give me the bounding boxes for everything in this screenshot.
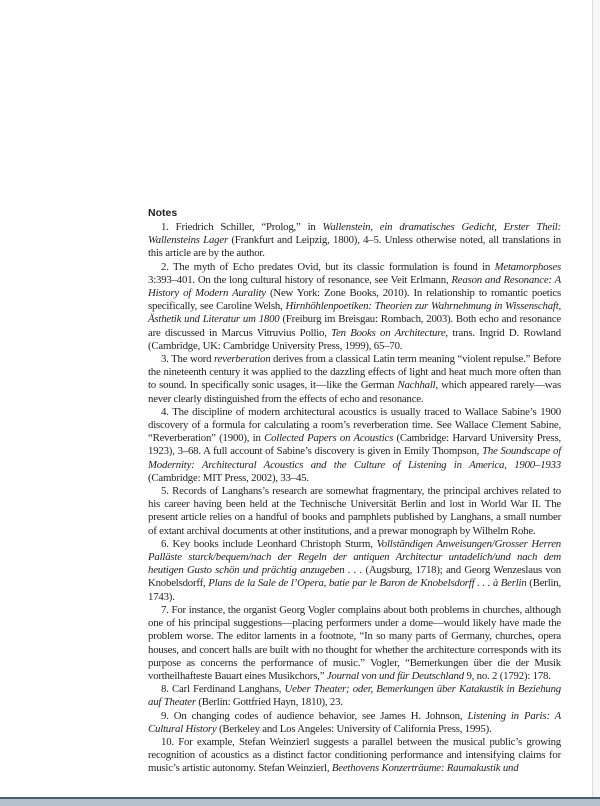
footnote-italic-run: Collected Papers on Acoustics [264,432,394,445]
footnote-italic-run: reverberation [214,353,271,366]
footnote-italic-run: Ten Books on Architecture [331,326,446,339]
footnote [148,261,561,353]
footnote [148,710,561,736]
footnote-text-run: (Frankfurt and Leipzig, 1800), 4–5. Unless otherwise noted, all translations in this article are by the author. [148,234,561,260]
footnote-text-run: (Berkeley and Los Angeles: University of California Press, 1995). [216,722,492,735]
footnote-text-run: (Cambridge: MIT Press, 2002), 33–45. [148,471,309,484]
footnote [148,736,561,776]
footnote-text-run: 2. The myth of Echo predates Ovid, but its classic formulation is found in [161,260,495,273]
footnote-text-run: 10. For example, Stefan Weinzierl suggests a parallel between the musical public’s growing recognition of acoustics as a distinct factor conditioning performance and intensifying claims for music’s artistic autonomy. Stefan Weinzierl, [148,735,561,775]
footnote-text-run: 3:393–401. On the long cultural history of resonance, see Veit Erlmann, [148,273,452,286]
footnote-text-run: (Berlin, 1743). [148,577,561,603]
notes-heading: Notes [148,207,178,219]
footnote [148,683,561,709]
footnote-text-run: 6. Key books include Leonhard Christoph Sturm, [161,537,377,550]
footnote-italic-run: Beethovens Konzerträume: Raumakustik und [331,762,519,775]
footnote-italic-run: The Soundscape of Modernity: Architectural Acoustics and the Culture of Listening in America, 1900–1933 [148,445,561,471]
footnote [148,485,561,538]
footnote-text-run: 9, no. 2 (1792): 178. [463,669,551,682]
footnote-text-run: (New York: Zone Books, 2010). In relationship to romantic poetics specifically, see Caroline Welsh, [148,287,561,313]
footnote [148,406,561,485]
footnote-text-run: (Berlin: Gottfried Hayn, 1810), 23. [195,696,343,709]
footnote-text-run: (Freiburg im Breisgau: Rombach, 2003). Both echo and resonance are discussed in Marcus Vitruvius Pollio, [148,313,561,339]
footnote-text-run: , which appeared rarely—was never clearly distinguished from the effects of echo and resonance. [148,379,561,405]
footnote-text-run: , trans. Ingrid D. Rowland (Cambridge, UK: Cambridge University Press, 1999), 65–70. [148,326,561,352]
footnote-text-run: 8. Carl Ferdinand Langhans, [161,683,285,696]
footnote-text-run: (Augsburg, 1718); and Georg Wenzeslaus von Knobelsdorff, [148,564,561,590]
footnote [148,538,561,604]
footnote-text-run: 9. On changing codes of audience behavior, see James H. Johnson, [161,709,468,722]
footnote-text-run: (Cambridge: Harvard University Press, 1923), 3–68. A full account of Sabine’s discovery is given in Emily Thompson, [148,432,562,458]
footnote-italic-run: Wallenstein, ein dramatisches Gedicht, Erster Theil: Wallensteins Lager [148,221,561,247]
footnote-italic-run: Reason and Resonance: A History of Modern Aurality [148,273,561,300]
footnote [148,353,561,406]
footnote [148,221,561,261]
footnote-italic-run: Metamorphoses [494,260,561,273]
footnote-italic-run: Ueber Theater; oder, Bemerkungen über Katakustik in Beziehung auf Theater [148,683,561,709]
footnote-italic-run: Journal von und für Deutschland [326,669,464,682]
footnote-text-run: 1. Friedrich Schiller, “Prolog,” in [161,221,323,233]
footnote [148,604,561,683]
footnote-text-run: 5. Records of Langhans’s research are somewhat fragmentary, the principal archives related to his career having been held at the Technische Universität Berlin and lost in World War II. The present article relies on a handful of books and pamphlets published by Langhans, a small number of extant archival documents at other institutions, and a prewar monograph by Wilhelm Rohe. [148,485,561,537]
footnote-italic-run: Listening in Paris: A Cultural History [148,709,561,735]
footnote-italic-run: Hirnhöhlenpoetiken: Theorien zur Wahrnehmung in Wissenschaft, Ästhetik und Literatur um 1800 [148,300,561,326]
footnote-text-run: 7. For instance, the organist Georg Vogler complains about both problems in churches, although one of his principal suggestions—placing performers under a dome—would likely have made the problem worse. The editor laments in a footnote, “In so many parts of Germany, churches, opera houses, and concert halls are built with no thought for whether the architecture corresponds with its purpose as concerns the performance of music.” Vogler, “Bemerkungen über die der Musik vortheilhafteste Bauart eines Musikchors,” [148,603,561,682]
footnote-text-run: derives from a classical Latin term meaning “violent repulse.” Before the nineteenth century it was applied to the dazzling effects of light and heat much more often than to sound. In specifically sonic usages, it—like the German [148,353,562,392]
viewport-bottom-strip [0,799,600,806]
footnote-text-run: 4. The discipline of modern architectural acoustics is usually traced to Wallace Sabine’s 1900 discovery of a formula for calculating a room’s reverberation time. See Wallace Clement Sabine, “Reverberation” (1900), in [148,405,561,445]
footnote-italic-run: Plans de la Sale de l’Opera, batie par le Baron de Knobelsdorff . . . à Berlin [208,577,527,590]
notes-list [148,221,561,776]
footnote-text-run: 3. The word [161,353,215,366]
footnote-italic-run: Vollständigen Anweisungen/Grosser Herren Palläste starck/bequem/nach der Regeln der antiquen Architectur untadelich/und nach dem heutigen Gusto schön und prächtig anzugeben . . . [148,537,561,577]
footnote-italic-run: Nachhall [397,379,436,392]
notes-section [148,207,561,776]
